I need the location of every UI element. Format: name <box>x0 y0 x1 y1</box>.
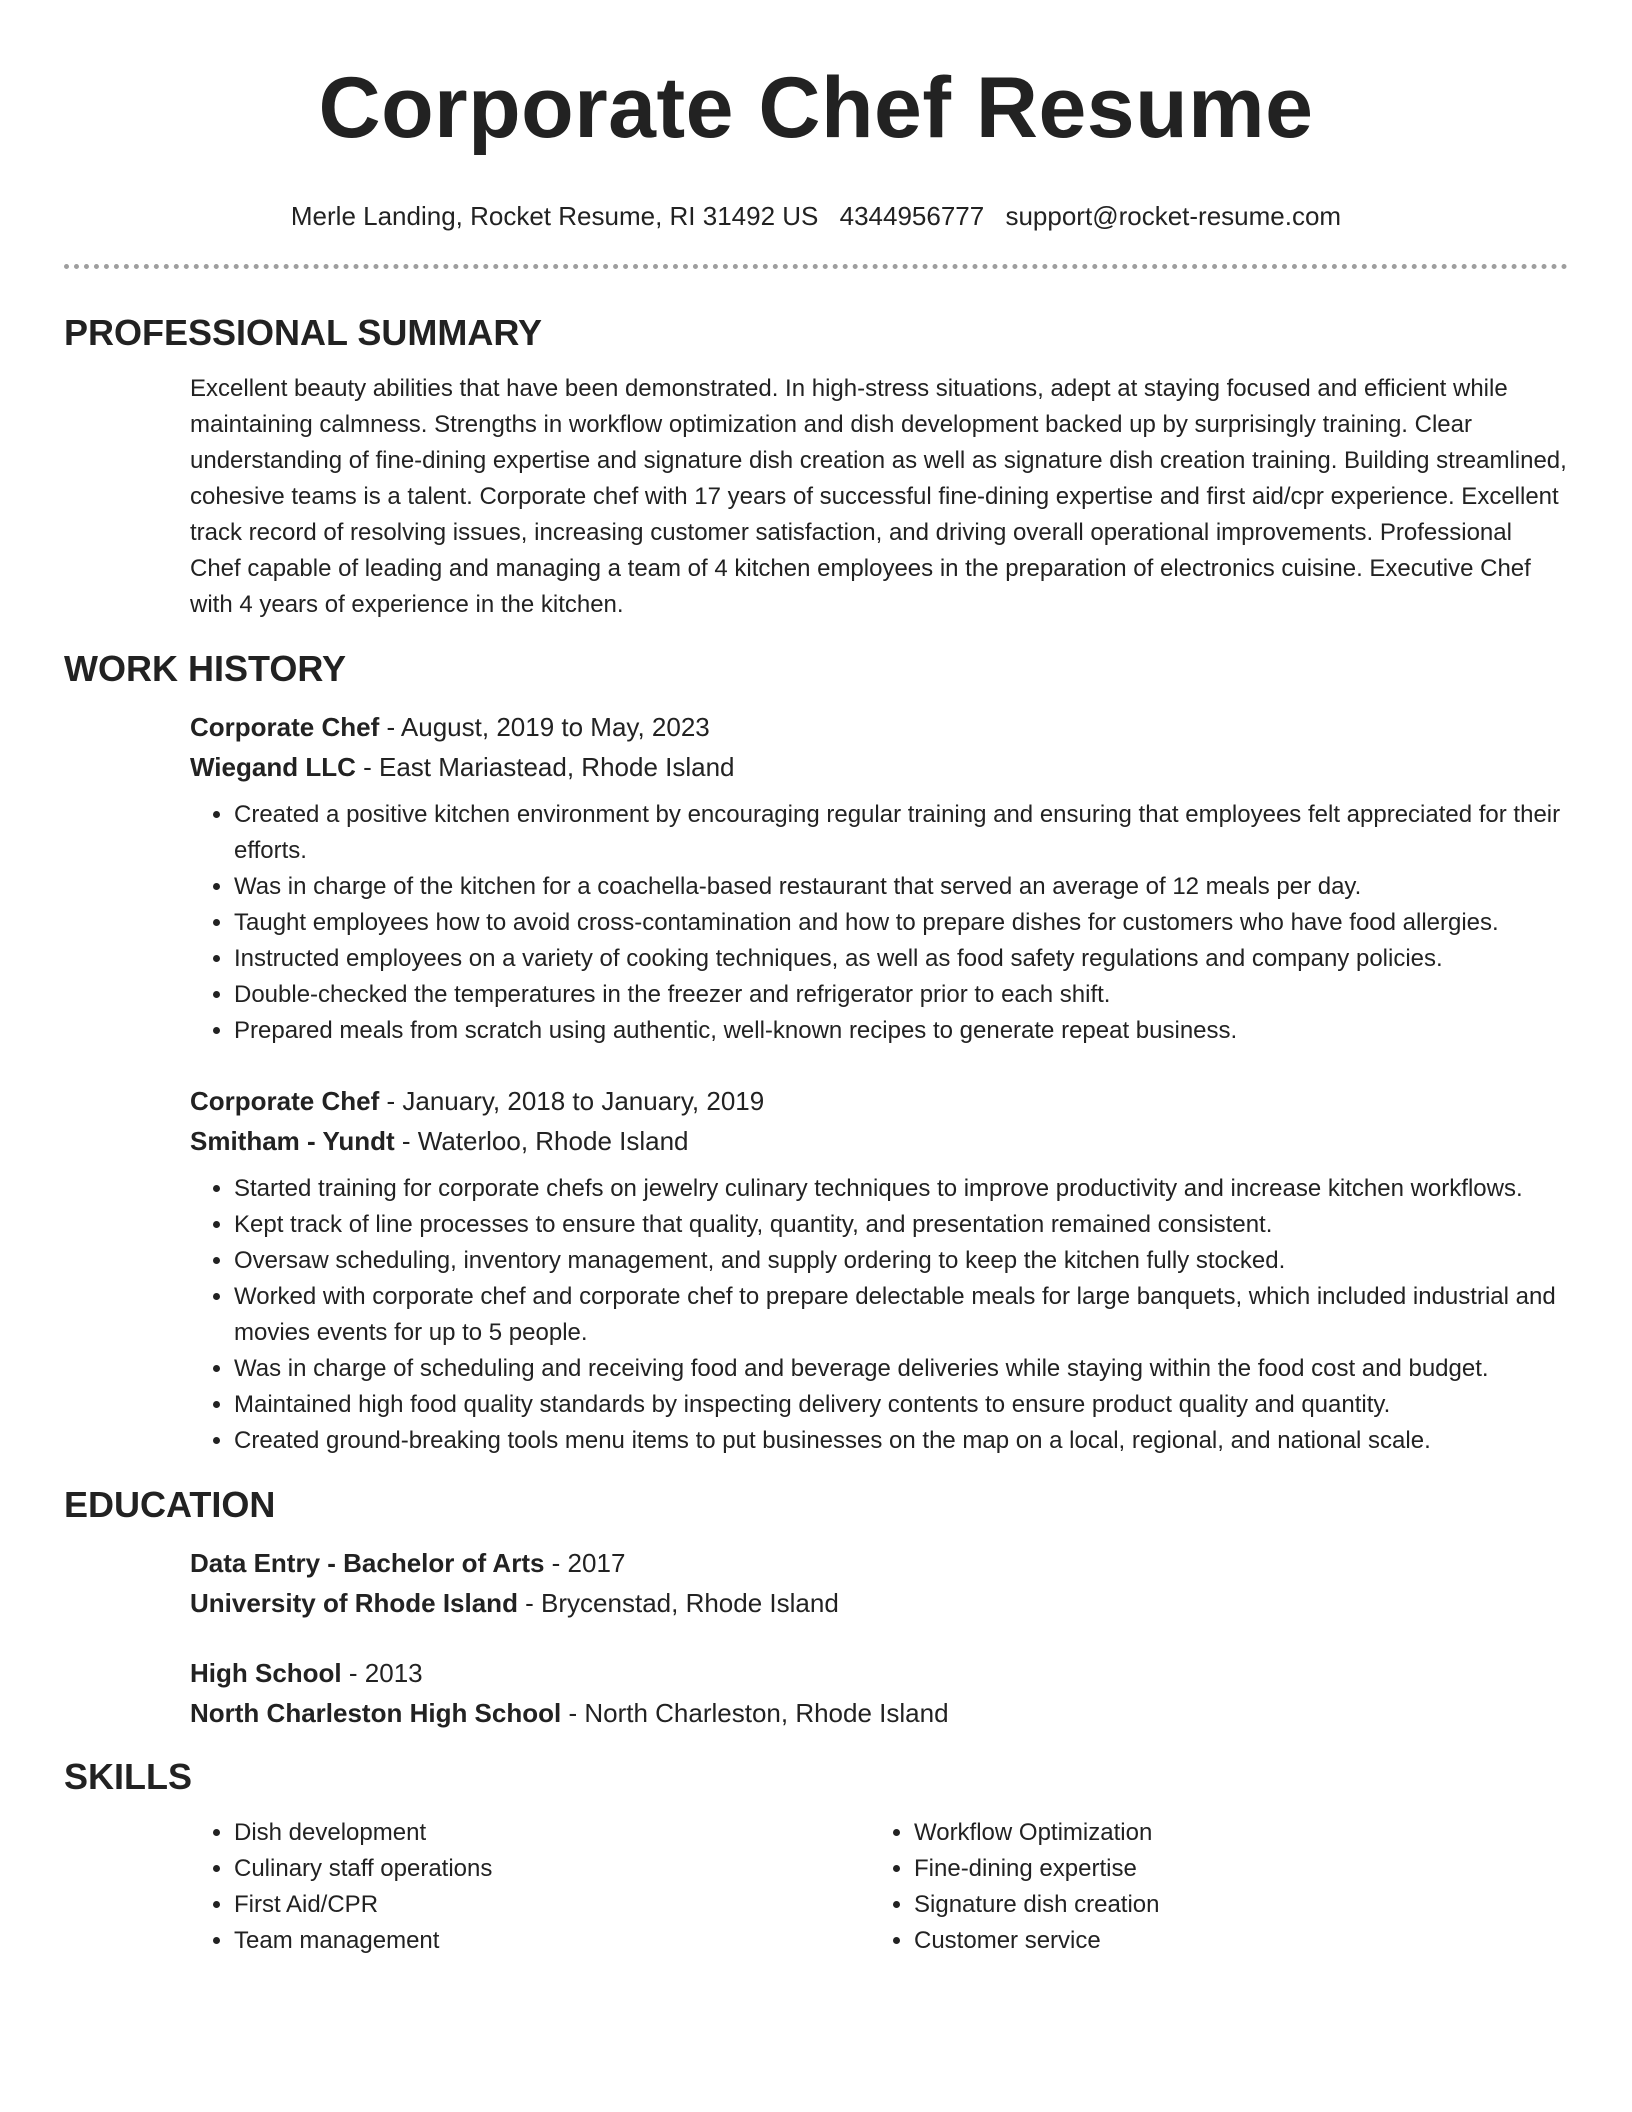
education-degree: High School <box>190 1658 342 1688</box>
contact-email: support@rocket-resume.com <box>1005 201 1342 231</box>
education-degree-line <box>190 1653 1568 1693</box>
list-item: • Taught employees how to avoid cross-contamination and how to prepare dishes for customers who have food allergies. <box>234 905 1568 941</box>
education-location: - North Charleston, Rhode Island <box>561 1698 949 1728</box>
list-item: • First Aid/CPR <box>234 1887 870 1923</box>
list-item: • Workflow Optimization <box>914 1815 1550 1851</box>
list-item: • Double-checked the temperatures in the freezer and refrigerator prior to each shift. <box>234 977 1568 1013</box>
list-item: • Oversaw scheduling, inventory management, and supply ordering to keep the kitchen fully stocked. <box>234 1243 1568 1279</box>
skills-heading: SKILLS <box>64 1756 193 1797</box>
header-divider <box>64 264 1568 269</box>
job-bullets <box>190 1171 1568 1459</box>
education-school-line <box>190 1693 1568 1733</box>
education-location: - Brycenstad, Rhode Island <box>517 1588 839 1618</box>
job-dates: - January, 2018 to January, 2019 <box>379 1086 765 1116</box>
job-entry <box>64 707 1568 1049</box>
summary-heading: PROFESSIONAL SUMMARY <box>64 312 543 353</box>
list-item: • Created a positive kitchen environment by encouraging regular training and ensuring that employees felt appreciated for their efforts. <box>234 797 1568 869</box>
list-item: • Dish development <box>234 1815 870 1851</box>
work-history-heading: WORK HISTORY <box>64 648 347 689</box>
education-school: University of Rhode Island <box>190 1588 518 1618</box>
education-entry <box>64 1543 1568 1623</box>
list-item: • Started training for corporate chefs on jewelry culinary techniques to improve productivity and increase kitchen workflows. <box>234 1171 1568 1207</box>
job-company-line <box>190 747 1568 787</box>
list-item: • Maintained high food quality standards by inspecting delivery contents to ensure product quality and quantity. <box>234 1387 1568 1423</box>
skills-list <box>870 1815 1550 1959</box>
education-heading: EDUCATION <box>64 1484 276 1525</box>
skills-section <box>64 1815 1568 1959</box>
contact-phone: 4344956777 <box>839 201 985 231</box>
education-year: - 2013 <box>341 1658 423 1688</box>
education-school: North Charleston High School <box>190 1698 562 1728</box>
list-item: • Culinary staff operations <box>234 1851 870 1887</box>
list-item: • Created ground-breaking tools menu items to put businesses on the map on a local, regional, and national scale. <box>234 1423 1568 1459</box>
job-bullets <box>190 797 1568 1049</box>
list-item: • Was in charge of the kitchen for a coachella-based restaurant that served an average of 12 meals per day. <box>234 869 1568 905</box>
job-company: Smitham - Yundt <box>190 1126 395 1156</box>
list-item: • Kept track of line processes to ensure that quality, quantity, and presentation remained consistent. <box>234 1207 1568 1243</box>
page-title: Corporate Chef Resume <box>318 60 1314 156</box>
education-year: - 2017 <box>544 1548 626 1578</box>
list-item: • Team management <box>234 1923 870 1959</box>
job-title-line <box>190 707 1568 747</box>
skills-column-right <box>870 1815 1550 1959</box>
list-item: • Prepared meals from scratch using authentic, well-known recipes to generate repeat business. <box>234 1013 1568 1049</box>
education-entry <box>64 1653 1568 1733</box>
list-item: • Worked with corporate chef and corporate chef to prepare delectable meals for large banquets, which included industrial and movies events for up to 5 people. <box>234 1279 1568 1351</box>
job-title-line <box>190 1081 1568 1121</box>
education-degree: Data Entry - Bachelor of Arts <box>190 1548 545 1578</box>
job-location: - Waterloo, Rhode Island <box>394 1126 689 1156</box>
job-entry <box>64 1081 1568 1459</box>
list-item: • Was in charge of scheduling and receiving food and beverage deliveries while staying within the food cost and budget. <box>234 1351 1568 1387</box>
job-dates: - August, 2019 to May, 2023 <box>379 712 710 742</box>
list-item: • Fine-dining expertise <box>914 1851 1550 1887</box>
job-title: Corporate Chef <box>190 712 380 742</box>
job-title: Corporate Chef <box>190 1086 380 1116</box>
education-school-line <box>190 1583 1568 1623</box>
contact-address: Merle Landing, Rocket Resume, RI 31492 US <box>290 201 819 231</box>
education-degree-line <box>190 1543 1568 1583</box>
list-item: • Signature dish creation <box>914 1887 1550 1923</box>
job-company: Wiegand LLC <box>190 752 356 782</box>
summary-text: Excellent beauty abilities that have been demonstrated. In high-stress situations, adept at staying focused and efficient while maintaining calmness. Strengths in workflow optimization and dish development backed up by surprisingly training. Clear understanding of fine-dining expertise and signature dish creation as well as signature dish creation training. Building streamlined, cohesive teams is a talent. Corporate chef with 17 years of successful fine-dining expertise and first aid/cpr experience. Excellent track record of resolving issues, increasing customer satisfaction, and driving overall operational improvements. Professional Chef capable of leading and managing a team of 4 kitchen employees in the preparation of electronics cuisine. Executive Chef with 4 years of experience in the kitchen. <box>190 375 1567 618</box>
summary-section <box>64 371 1568 623</box>
skills-list <box>190 1815 870 1959</box>
list-item: • Instructed employees on a variety of cooking techniques, as well as food safety regulations and company policies. <box>234 941 1568 977</box>
list-item: • Customer service <box>914 1923 1550 1959</box>
job-company-line <box>190 1121 1568 1161</box>
job-location: - East Mariastead, Rhode Island <box>355 752 735 782</box>
contact-line <box>64 200 1568 232</box>
skills-column-left <box>190 1815 870 1959</box>
